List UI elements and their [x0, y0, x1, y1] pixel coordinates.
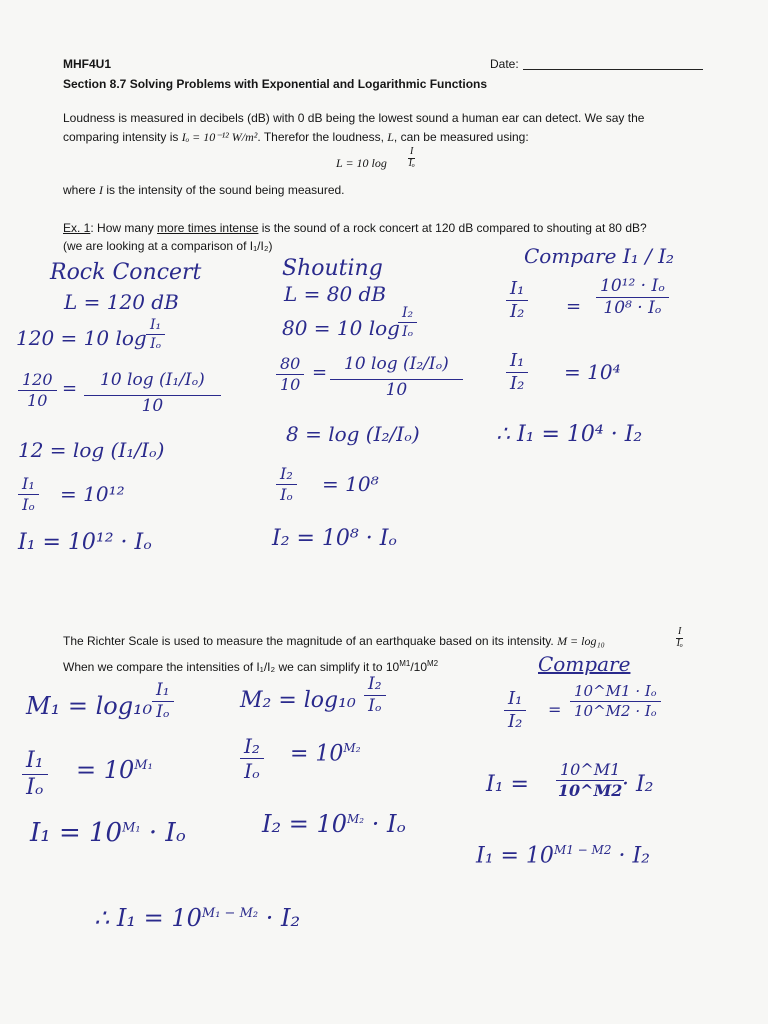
b2-text: I₂ = 10 — [262, 810, 348, 838]
b1-right — [290, 742, 361, 765]
richter-line-2-text: When we compare the intensities of I₁/I₂ we can simplify it to 10 — [63, 660, 400, 674]
a1-den: Iₒ — [26, 775, 44, 800]
a1-fraction — [22, 750, 48, 799]
compare-1-row-1-eq: = — [566, 296, 582, 317]
shouting-step-4-den: Iₒ — [280, 485, 293, 504]
a2-text: I₁ = 10 — [30, 818, 123, 848]
intro-line-3 — [63, 182, 345, 198]
m1-num: I₁ — [152, 682, 174, 702]
a1-right-text: = 10 — [76, 756, 135, 784]
richter-line-1 — [63, 633, 605, 649]
compare-1-row-2-left — [506, 352, 528, 393]
compare-1-row-1-left-den: I₂ — [510, 301, 525, 322]
example-1-text: : How many — [90, 221, 158, 235]
b2-expression — [262, 812, 406, 836]
compare-1-row-2-left-den: I₂ — [510, 373, 525, 394]
shouting-step-1-den: Iₒ — [402, 324, 414, 340]
a1-right — [76, 758, 153, 782]
intro-line-2 — [63, 129, 529, 145]
intro-line-3-text-b: is the intensity of the sound being measured. — [103, 183, 345, 197]
compare-1-row-1-right — [596, 278, 669, 317]
rock-step-2-eq: = — [62, 378, 78, 399]
date-blank-line — [523, 69, 703, 70]
shouting-step-5: I₂ = 10⁸ · Iₒ — [272, 526, 397, 551]
rock-step-2-right-den: 10 — [141, 396, 164, 416]
example-1-question — [63, 220, 647, 236]
b2-tail: · Iₒ — [371, 810, 406, 838]
m1-den: Iₒ — [156, 702, 170, 722]
compare-2-title: Compare — [538, 652, 631, 676]
shouting-title: Shouting — [282, 256, 383, 281]
shouting-step-2-right — [330, 356, 463, 399]
final-text: ∴ I₁ = 10 — [94, 904, 202, 932]
compare-2-row-2-left: I₁ = — [486, 772, 529, 797]
richter-line-1-text: The Richter Scale is used to measure the magnitude of an earthquake based on its intensity. — [63, 634, 558, 648]
compare-1-row-2-left-num: I₁ — [506, 352, 528, 373]
b1-num: I₂ — [240, 736, 264, 759]
course-code: MHF4U1 — [63, 57, 112, 71]
intro-line-2-text: comparing intensity is — [63, 130, 182, 144]
richter-line-2-text-b: /10 — [410, 660, 427, 674]
rock-step-2-right — [84, 372, 221, 415]
shouting-step-2-left-num: 80 — [276, 356, 304, 375]
m2-definition: M₂ = log₁₀ — [240, 688, 356, 713]
intensity-symbol: I — [99, 183, 104, 197]
compare-2-row-1-right-num: 10^M1 · Iₒ — [570, 684, 661, 702]
loudness-symbol: L — [387, 130, 394, 144]
loudness-formula-num: I — [410, 146, 414, 157]
shouting-step-2-left-den: 10 — [280, 375, 301, 394]
final-exponent: M₁ − M₂ — [201, 906, 259, 921]
compare-2-row-1-right-den: 10^M2 · Iₒ — [574, 702, 657, 720]
final-tail: · I₂ — [265, 904, 301, 932]
rock-step-1-den: Iₒ — [150, 336, 162, 352]
shouting-step-2-right-den: 10 — [385, 380, 408, 400]
richter-formula-den: Iₒ — [676, 638, 683, 649]
shouting-step-1: 80 = 10 log — [282, 316, 400, 340]
intro-line-2-text-c: , can be measured using: — [393, 130, 529, 144]
a1-exponent: M₁ — [134, 758, 153, 773]
richter-exponent-2: M2 — [427, 659, 439, 668]
m2-den: Iₒ — [368, 696, 382, 716]
compare-2-row-1-eq: = — [548, 700, 562, 719]
rock-step-2-left — [18, 372, 57, 409]
compare-2-row-3 — [476, 844, 650, 867]
loudness-formula-left: L = 10 log — [336, 156, 387, 170]
m1-fraction — [152, 682, 174, 721]
a2-exponent: M₁ — [122, 820, 141, 836]
example-1-line-2: (we are looking at a comparison of I₁/I₂) — [63, 239, 273, 253]
rock-given: L = 120 dB — [64, 290, 179, 314]
shouting-step-4-right: = 10⁸ — [322, 472, 379, 496]
compare-2-row-1-left-den: I₂ — [508, 711, 523, 732]
rock-step-4-left — [18, 476, 39, 513]
example-1-emphasis: more times intense — [157, 221, 259, 235]
compare-1-row-2-right: = 10⁴ — [564, 360, 621, 384]
date-label: Date: — [490, 57, 519, 71]
shouting-step-1-fraction — [398, 306, 417, 339]
shouting-step-2-right-num: 10 log (I₂/Iₒ) — [330, 356, 463, 380]
m2-fraction — [364, 676, 386, 715]
shouting-step-4-num: I₂ — [276, 466, 297, 485]
final-expression — [94, 906, 300, 930]
example-1-label: Ex. 1 — [63, 221, 91, 235]
richter-formula: M = log₁₀ — [557, 634, 605, 648]
m2-num: I₂ — [364, 676, 386, 696]
compare-2-row-2-fraction — [556, 762, 624, 799]
rock-step-1: 120 = 10 log — [16, 326, 147, 350]
shouting-step-2-left — [276, 356, 304, 393]
richter-exponent-1: M1 — [399, 659, 411, 668]
rock-step-3: 12 = log (I₁/Iₒ) — [18, 438, 165, 462]
rock-step-5: I₁ = 10¹² · Iₒ — [18, 530, 152, 555]
reference-intensity: Iₒ = 10⁻¹² W/m² — [181, 130, 258, 144]
shouting-step-1-num: I₂ — [398, 306, 417, 323]
b1-fraction — [240, 736, 264, 781]
compare-1-conclusion: ∴ I₁ = 10⁴ · I₂ — [496, 422, 643, 447]
richter-line-2 — [63, 656, 438, 675]
rock-step-1-fraction — [146, 318, 165, 351]
compare-2-row-2-tail: · I₂ — [622, 772, 654, 797]
shouting-step-4-left — [276, 466, 297, 503]
loudness-formula-fraction — [408, 147, 415, 169]
compare-2-row-2-num: 10^M1 — [556, 762, 624, 781]
m1-definition: M₁ = log₁₀ — [26, 692, 153, 720]
section-title: Section 8.7 Solving Problems with Exponential and Logarithmic Functions — [63, 77, 488, 91]
compare-1-title: Compare I₁ / I₂ — [524, 244, 675, 268]
loudness-formula-den: Iₒ — [408, 158, 415, 169]
rock-step-2-left-num: 120 — [18, 372, 57, 391]
b1-exponent: M₂ — [343, 741, 361, 755]
b1-den: Iₒ — [244, 759, 260, 783]
intro-line-3-text: where — [63, 183, 100, 197]
b2-exponent: M₂ — [347, 812, 365, 826]
richter-formula-fraction — [676, 627, 683, 649]
compare-2-row-3-text: I₁ = 10 — [476, 843, 554, 869]
compare-2-row-1-right — [570, 684, 661, 719]
rock-step-4-num: I₁ — [18, 476, 39, 495]
intro-line-1: Loudness is measured in decibels (dB) with 0 dB being the lowest sound a human ear can detect. We say the — [63, 111, 645, 125]
compare-2-row-3-exponent: M1 − M2 — [553, 843, 612, 857]
compare-1-row-1-right-num: 10¹² · Iₒ — [596, 278, 669, 298]
a1-num: I₁ — [22, 750, 48, 775]
shouting-step-3: 8 = log (I₂/Iₒ) — [286, 422, 420, 446]
rock-step-2-left-den: 10 — [27, 391, 48, 410]
rock-step-1-num: I₁ — [146, 318, 165, 335]
richter-formula-num: I — [678, 626, 682, 637]
compare-1-row-1-left — [506, 280, 528, 321]
rock-step-2-right-num: 10 log (I₁/Iₒ) — [84, 372, 221, 396]
shouting-given: L = 80 dB — [284, 282, 387, 306]
compare-1-row-1-right-den: 10⁸ · Iₒ — [603, 298, 662, 318]
compare-2-row-1-left-num: I₁ — [504, 690, 526, 711]
compare-2-row-1-left — [504, 690, 526, 731]
compare-2-row-3-tail: · I₂ — [618, 843, 650, 869]
a2-tail: · Iₒ — [148, 818, 186, 848]
intro-line-2-text-b: . Therefor the loudness, — [257, 130, 388, 144]
compare-1-row-1-left-num: I₁ — [506, 280, 528, 301]
rock-concert-title: Rock Concert — [50, 260, 202, 285]
shouting-step-2-eq: = — [312, 362, 328, 383]
rock-step-4-den: Iₒ — [22, 495, 35, 514]
compare-2-row-2-den: 10^M2 — [557, 781, 623, 800]
example-1-text-b: is the sound of a rock concert at 120 dB compared to shouting at 80 dB? — [258, 221, 647, 235]
rock-step-4-right: = 10¹² — [60, 482, 125, 506]
a2-expression — [30, 820, 186, 846]
b1-right-text: = 10 — [290, 741, 344, 767]
